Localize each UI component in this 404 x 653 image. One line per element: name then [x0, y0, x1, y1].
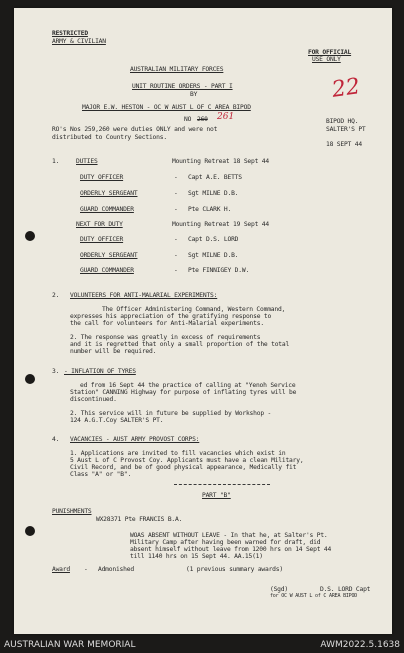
duty-role: GUARD COMMANDER: [80, 267, 134, 274]
duty-dash: -: [174, 174, 178, 181]
section-3-text: discontinued.: [70, 396, 117, 403]
duty-person: Capt A.E. BETTS: [188, 174, 242, 181]
signature-sgd: (Sgd): [270, 586, 288, 593]
document-page: [14, 8, 392, 634]
binder-hole: [25, 526, 35, 536]
award-label: Award: [52, 566, 70, 573]
by-label: BY: [190, 91, 198, 98]
section-2-text: and it is regretted that only a small proportion of the total: [70, 341, 290, 348]
duty-role: DUTY OFFICER: [80, 236, 124, 243]
punishments-heading: PUNISHMENTS: [52, 508, 92, 515]
archive-footer: [0, 638, 404, 653]
official-sub: USE ONLY: [312, 56, 341, 63]
signatory-title: for OC W AUST L of C AREA BIPOD: [270, 593, 358, 599]
duty-person: Capt D.S. LORD: [188, 236, 239, 243]
section-3-heading: - INFLATION OF TYRES: [64, 368, 136, 375]
duty-dash: -: [174, 252, 178, 259]
duty-person: Sgt MILNE D.B.: [188, 252, 239, 259]
section-4-text: 1. Applications are invited to fill vacancies which exist in: [70, 450, 286, 457]
duty-role: GUARD COMMANDER: [80, 206, 134, 213]
duties-heading: DUTIES: [76, 158, 98, 165]
duty-role: DUTY OFFICER: [80, 174, 124, 181]
section-3-text: 2. This service will in future be supplied by Workshop -: [70, 410, 272, 417]
award-dash: -: [84, 566, 88, 573]
offence-text: till 1140 hrs on 15 Sept 44. AA.15(1): [130, 553, 263, 560]
order-date: 18 SEPT 44: [326, 141, 362, 148]
order-number-struck: 260: [197, 116, 208, 123]
hq-label: BIPOD HQ.: [326, 118, 359, 125]
duty-role: ORDERLY SERGEANT: [80, 252, 138, 259]
footer-institution: AUSTRALIAN WAR MEMORIAL: [4, 640, 136, 650]
order-number-handwritten: 261: [217, 112, 235, 122]
soldier-name: WX28371 Pte FRANCIS B.A.: [96, 516, 183, 523]
order-number-label: NO: [184, 116, 192, 123]
section-4-text: 5 Aust L of C Provost Coy. Applicants must have a clean Military,: [70, 457, 304, 464]
duties-mounting-2: Mounting Retreat 19 Sept 44: [172, 221, 269, 228]
orders-title: UNIT ROUTINE ORDERS - PART I: [132, 83, 233, 90]
section-4-heading: VACANCIES - AUST ARMY PROVOST CORPS:: [70, 436, 200, 443]
location-label: SALTER'S PT: [326, 126, 366, 133]
section-3-text: ed from 16 Sept 44 the practice of calling at "Yenoh Service: [80, 382, 296, 389]
part-b-title: PART "B": [202, 492, 231, 499]
duty-person: Pte FINNIGEY D.W.: [188, 267, 250, 274]
footer-reference: AWM2022.5.1638: [320, 640, 400, 650]
official-label: FOR OFFICIAL: [308, 49, 352, 56]
next-for-duty-label: NEXT FOR DUTY: [76, 221, 123, 228]
force-title: AUSTRALIAN MILITARY FORCES: [130, 66, 224, 73]
binder-hole: [25, 231, 35, 241]
duty-person: Sgt MILNE D.B.: [188, 190, 239, 197]
section-2-heading: VOLUNTEERS FOR ANTI-MALARIAL EXPERIMENTS:: [70, 292, 218, 299]
section-4-number: 4.: [52, 436, 60, 443]
section-2-number: 2.: [52, 292, 60, 299]
signatory-name: D.S. LORD Capt: [320, 586, 371, 593]
section-3-number: 3.: [52, 368, 60, 375]
award-value: Admonished: [98, 566, 134, 573]
section-2-text: the call for volunteers for Anti-Malarial experiments.: [70, 320, 264, 327]
duty-dash: -: [174, 236, 178, 243]
intro-line-1: RO's Nos 259,260 were duties ONLY and were not: [52, 126, 218, 133]
previous-awards: (1 previous summary awards): [186, 566, 283, 573]
offence-text: WOAS ABSENT WITHOUT LEAVE - In that he, at Salter's Pt.: [130, 532, 328, 539]
section-2-text: expresses his appreciation of the gratifying response to: [70, 313, 272, 320]
order-author: MAJOR E.W. HESTON - OC W AUST L OF C AREA BIPOD: [82, 104, 251, 111]
handwritten-number: 22: [330, 74, 362, 103]
separator-line: [174, 484, 270, 485]
duty-person: Pte CLARK H.: [188, 206, 232, 213]
intro-line-2: distributed to Country Sections.: [52, 134, 167, 141]
section-2-text: number will be required.: [70, 348, 157, 355]
binder-hole: [25, 374, 35, 384]
restricted-sub: ARMY & CIVILIAN: [52, 38, 106, 45]
duties-mounting-1: Mounting Retreat 18 Sept 44: [172, 158, 269, 165]
duty-dash: -: [174, 267, 178, 274]
duty-dash: -: [174, 206, 178, 213]
section-2-text: 2. The response was greatly in excess of requirements: [70, 334, 261, 341]
section-3-text: Station" CANNING Highway for purpose of inflating tyres will be: [70, 389, 297, 396]
section-4-text: Class "A" or "B".: [70, 471, 132, 478]
offence-text: absent himself without leave from 1200 hrs on 14 Sept 44: [130, 546, 332, 553]
duty-role: ORDERLY SERGEANT: [80, 190, 138, 197]
duty-dash: -: [174, 190, 178, 197]
section-4-text: Civil Record, and be of good physical appearance, Medically fit: [70, 464, 297, 471]
offence-text: Military Camp after having been warned for draft, did: [130, 539, 321, 546]
restricted-label: RESTRICTED: [52, 30, 88, 37]
section-3-text: 124 A.G.T.Coy SALTER'S PT.: [70, 417, 164, 424]
section-2-text: The Officer Administering Command, Western Command,: [102, 306, 286, 313]
section-1-number: 1.: [52, 158, 60, 165]
